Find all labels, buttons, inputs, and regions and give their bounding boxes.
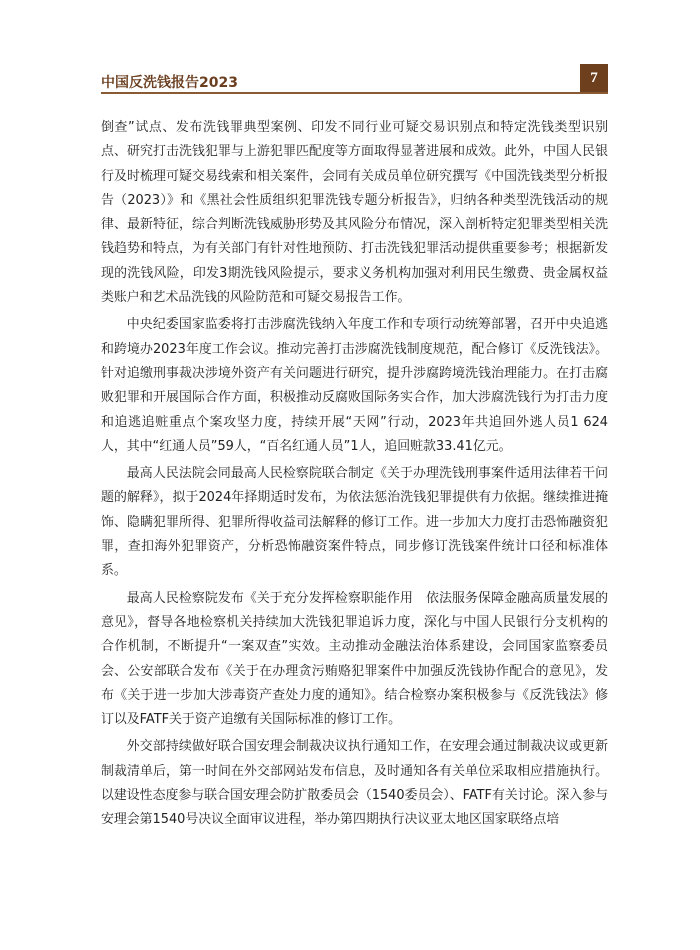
paragraph-foreign-ministry: 外交部持续做好联合国安理会制裁决议执行通知工作，在安理会通过制裁决议或更新制裁清单后，第一时间在外交部网站发布信息，及时通知各有关单位采取相应措施执行。以建设性态度参与联合国安理会防扩散委员会（1540委员会）、FATF有关讨论。深入参与安理会第1540号决议全面审议进程，举办第四期执行决议亚太地区国家联络点培 xyxy=(101,739,608,828)
paragraph-ccdi: 中央纪委国家监委将打击涉腐洗钱纳入年度工作和专项行动统筹部署，召开中央追逃和跨境办2023年度工作会议。推动完善打击涉腐洗钱制度规范，配合修订《反洗钱法》。针对追缴刑事裁决涉境外资产有关问题进行研究，提升涉腐跨境洗钱治理能力。在打击腐败犯罪和开展国际合作方面，积极推动反腐败国际务实合作，加大涉腐洗钱行为打击力度和追逃追赃重点个案攻坚力度，持续开展“天网”行动，2023年共追回外逃人员1 624人，其中“红通人员”59人，“百名红通人员”1人，追回赃款33.41亿元。 xyxy=(101,317,608,454)
paragraph-continuation: 倒查”试点、发布洗钱罪典型案例、印发不同行业可疑交易识别点和特定洗钱类型识别点、研究打击洗钱犯罪与上游犯罪匹配度等方面取得显著进展和成效。此外，中国人民银行及时梳理可疑交易线索和相关案件，会同有关成员单位研究撰写《中国洗钱类型分析报告（2023）》和《黑社会性质组织犯罪洗钱专题分析报告》，归纳各种类型洗钱活动的规律、最新特征，综合判断洗钱威胁形势及其风险分布情况，深入剖析特定犯罪类型相关洗钱趋势和特点，为有关部门有针对性地预防、打击洗钱犯罪活动提供重要参考；根据新发现的洗钱风险，印发3期洗钱风险提示，要求义务机构加强对利用民生缴费、贵金属权益类账户和艺术品洗钱的风险防范和可疑交易报告工作。 xyxy=(101,120,608,306)
running-header-title: 中国反洗钱报告2023 xyxy=(101,75,238,91)
paragraph-supreme-court: 最高人民法院会同最高人民检察院联合制定《关于办理洗钱刑事案件适用法律若干问题的解释》，拟于2024年择期适时发布，为依法惩治洗钱犯罪提供有力依据。继续推进掩饰、隐瞒犯罪所得、犯罪所得收益司法解释的修订工作。进一步加大力度打击恐怖融资犯罪，查扣海外犯罪资产，分析恐怖融资案件特点，同步修订洗钱案件统计口径和标准体系。 xyxy=(101,466,608,579)
page-number: 7 xyxy=(590,69,598,86)
header-divider xyxy=(101,92,608,94)
body-text xyxy=(101,116,608,836)
paragraph-procuratorate: 最高人民检察院发布《关于充分发挥检察职能作用 依法服务保障金融高质量发展的意见》，督导各地检察机关持续加大洗钱犯罪追诉力度，深化与中国人民银行分支机构的合作机制，不断提升“一案双查”实效。主动推动金融法治体系建设，会同国家监察委员会、公安部联合发布《关于在办理贪污贿赂犯罪案件中加强反洗钱协作配合的意见》，发布《关于进一步加大涉毒资产查处力度的通知》。结合检察办案积极参与《反洗钱法》修订以及FATF关于资产追缴有关国际标准的修订工作。 xyxy=(101,590,608,728)
page-number-badge xyxy=(580,64,608,92)
